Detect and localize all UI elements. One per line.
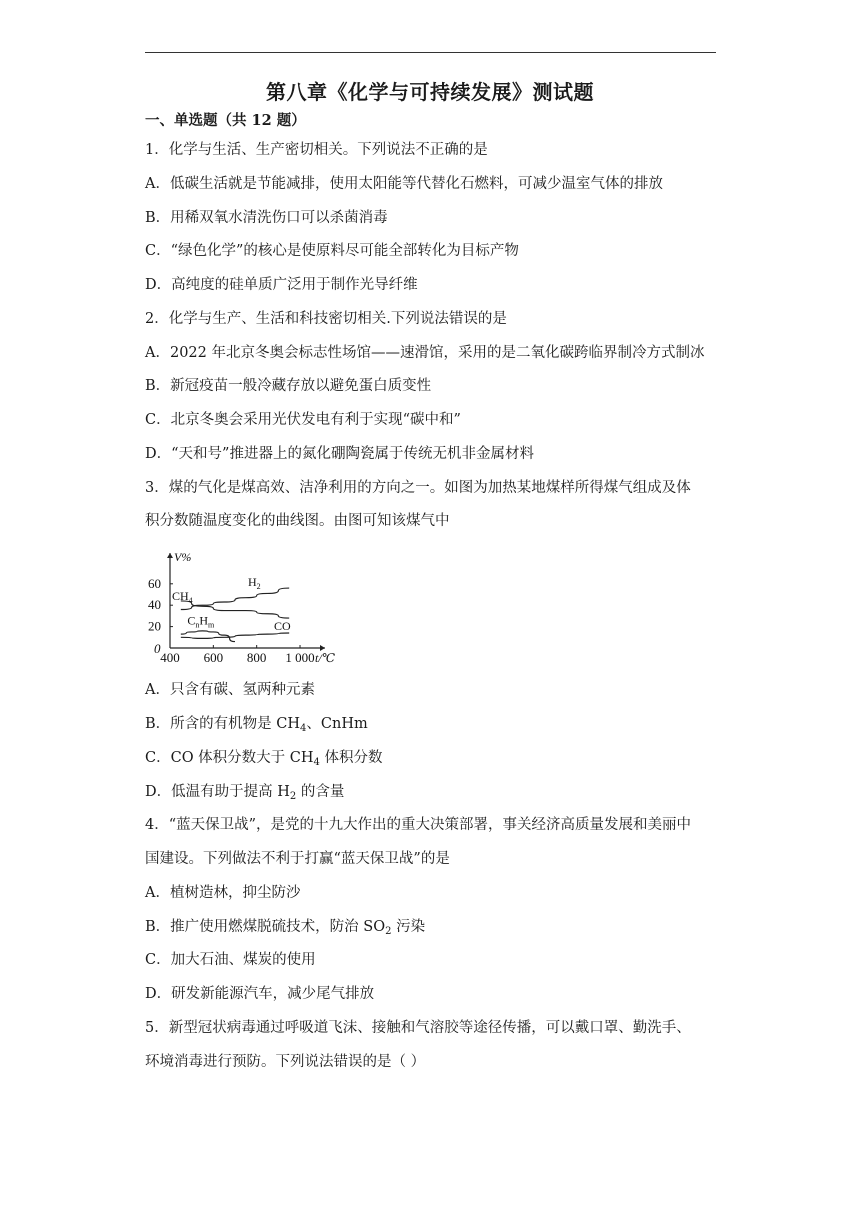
q1-option-b: B．用稀双氧水清洗伤口可以杀菌消毒 <box>145 210 388 226</box>
y-tick-label: 0 <box>154 641 161 656</box>
series-label-h2: $H_2$ <box>248 574 261 591</box>
q5-stem-line2: 环境消毒进行预防。下列说法错误的是（ ） <box>145 1054 426 1070</box>
y-tick-label: 40 <box>148 597 161 613</box>
q2-option-b: B．新冠疫苗一般冷藏存放以避免蛋白质变性 <box>145 378 432 394</box>
series-label-co: CO <box>274 618 291 633</box>
q3-option-c: C．CO 体积分数大于 $CH_4$ 体积分数 <box>145 750 383 768</box>
y-tick-label: 60 <box>148 575 161 591</box>
q3-stem-line2: 积分数随温度变化的曲线图。由图可知该煤气中 <box>145 513 450 529</box>
series-line-ch4 <box>181 601 289 618</box>
series-line-co <box>181 633 289 638</box>
y-axis-label: V% <box>174 550 192 564</box>
q4-option-a: A．植树造林，抑尘防沙 <box>145 885 301 901</box>
header-rule <box>145 52 716 53</box>
q3-option-b: B．所含的有机物是 $CH_4$、CnHm <box>145 716 368 734</box>
y-axis-arrow <box>167 553 173 558</box>
x-tick-label: 600 <box>203 650 224 665</box>
q4-option-d: D．研发新能源汽车，减少尾气排放 <box>145 986 375 1002</box>
gas-composition-chart <box>140 545 340 665</box>
q2-option-c: C．北京冬奥会采用光伏发电有利于实现“碳中和” <box>145 412 461 428</box>
x-tick-label: 400 <box>160 650 180 665</box>
x-tick-label: 800 <box>246 650 267 665</box>
series-label-ch4: $CH_4$ <box>172 588 193 605</box>
q3-stem-line1: 3．煤的气化是煤高效、洁净利用的方向之一。如图为加热某地煤样所得煤气组成及体 <box>145 480 691 496</box>
series-line-cnhm <box>181 631 235 642</box>
q2-option-d: D．“天和号”推进器上的氮化硼陶瓷属于传统无机非金属材料 <box>145 446 534 462</box>
q4-stem-line1: 4．“蓝天保卫战”，是党的十九大作出的重大决策部署，事关经济高质量发展和美丽中 <box>145 817 692 833</box>
q1-option-a: A．低碳生活就是节能减排，使用太阳能等代替化石燃料，可减少温室气体的排放 <box>145 176 663 192</box>
q4-option-b: B．推广使用燃煤脱硫技术，防治 $SO_2$ 污染 <box>145 919 426 937</box>
q3-option-d: D．低温有助于提高 $H_2$ 的含量 <box>145 784 345 802</box>
q2-option-a: A．2022 年北京冬奥会标志性场馆——速滑馆，采用的是二氧化碳跨临界制冷方式制冰 <box>145 345 705 361</box>
q4-option-c: C．加大石油、煤炭的使用 <box>145 952 316 968</box>
q5-stem-line1: 5．新型冠状病毒通过呼吸道飞沫、接触和气溶胶等途径传播，可以戴口罩、勤洗手、 <box>145 1020 691 1036</box>
page-title: 第八章《化学与可持续发展》测试题 <box>266 80 594 104</box>
x-axis-label: t/℃ <box>315 651 336 665</box>
q1-option-c: C．“绿色化学”的核心是使原料尽可能全部转化为目标产物 <box>145 243 519 259</box>
q4-stem-line2: 国建设。下列做法不利于打赢“蓝天保卫战”的是 <box>145 851 450 867</box>
q2-stem: 2．化学与生产、生活和科技密切相关.下列说法错误的是 <box>145 311 507 327</box>
series-label-cnhm: $C_nH_m$ <box>187 613 215 630</box>
q1-stem: 1．化学与生活、生产密切相关。下列说法不正确的是 <box>145 142 488 158</box>
y-tick-label: 20 <box>148 618 161 634</box>
q3-option-a: A．只含有碳、氢两种元素 <box>145 682 315 698</box>
q1-option-d: D．高纯度的硅单质广泛用于制作光导纤维 <box>145 277 418 293</box>
section-heading: 一、单选题（共 12 题） <box>145 112 306 129</box>
x-tick-label: 1 000 <box>285 650 315 665</box>
